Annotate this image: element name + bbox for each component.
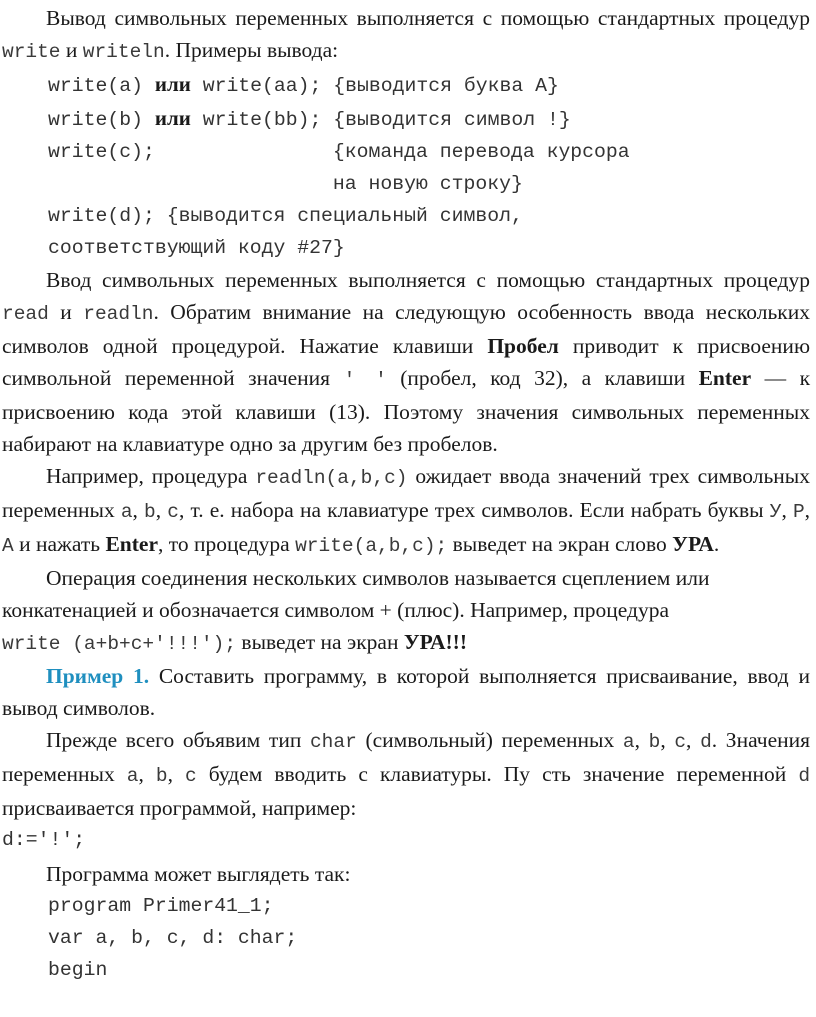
paragraph-concatenation — [2, 562, 810, 660]
text: (пробел, код 32), а клавиши — [386, 366, 699, 390]
code-line-2 — [48, 102, 810, 136]
text: и нажать — [13, 532, 106, 556]
word-ura-excl: УРА!!! — [403, 630, 467, 654]
example-label: Пример 1. — [46, 664, 150, 688]
program-line: begin — [48, 959, 108, 981]
text: Операция соединения нескольких символов называется сцеплением или конкатенацией и обозначается символом + (плюс). Например, процедура — [2, 566, 710, 622]
text: . Обратим внимание на следующую особенность ввода нескольких символов одной процедурой. Нажатие клавиши — [2, 300, 810, 358]
word-ura: УРА — [672, 532, 714, 556]
key-space: Пробел — [487, 334, 559, 358]
code: Р — [792, 501, 805, 523]
code: b — [144, 501, 156, 523]
code-line-3: write(c); {команда перевода курсора — [48, 141, 630, 163]
text: присваивается программой, например: — [2, 796, 357, 820]
code: write(a,b,c); — [295, 535, 448, 557]
text: . Примеры вывода: — [164, 38, 339, 62]
paragraph-example-readln: Например, процедура readln(a,b,c) ожидает ввода значений трех символьных переменных a, b, c, т. е. набора на клавиатуре трех символов. Если набрать буквы У, Р, А и нажать Enter, то процедура write(a,b,c); выведет на экран слово УРА. — [2, 464, 811, 557]
text: , то процедура — [157, 532, 296, 556]
code-line-4: на новую строку} — [48, 173, 523, 195]
output-examples — [2, 68, 810, 264]
text: будем вводить с клавиатуры. Пу сть значение переменной — [196, 762, 799, 786]
key-enter: Enter — [698, 366, 752, 390]
paragraph-output-intro — [2, 2, 810, 68]
paragraph-example-1 — [2, 660, 810, 724]
text: Ввод символьных переменных выполняется с помощью стандартных процедур — [46, 268, 810, 292]
text: и — [60, 38, 83, 62]
code: write(aa); {выводится буква А} — [190, 75, 559, 97]
text: выведет на экран — [236, 630, 404, 654]
code-line-1 — [48, 68, 810, 102]
keyword-or: или — [154, 72, 191, 96]
code: У — [769, 501, 782, 523]
text: . Значения переменных — [2, 728, 811, 786]
code-writeln: writeln — [82, 41, 165, 63]
text: Прежде всего объявим тип — [46, 728, 310, 752]
code: write(b) — [48, 109, 155, 131]
code-assignment: d:='!'; — [2, 829, 86, 851]
program-line: var a, b, c, d: char; — [48, 927, 298, 949]
code: А — [2, 535, 14, 557]
code: a — [120, 501, 133, 523]
text: — к присвоению кода этой клавиши (13). Поэтому значения символьных переменных набирают на клавиатуре одно за другим без пробелов. — [2, 366, 811, 456]
key-enter: Enter — [105, 532, 158, 556]
text: , т. е. набора на клавиатуре трех символов. Если набрать буквы — [178, 498, 770, 522]
code-space-char: ' ' — [343, 369, 387, 391]
code: write (a+b+c+'!!!'); — [2, 633, 237, 655]
code-line-5: write(d); {выводится специальный символ, — [48, 205, 523, 227]
code-readln: readln — [83, 303, 154, 325]
text: выведет на экран слово — [447, 532, 673, 556]
text: ожидает ввода значений трех символьных переменных — [2, 464, 810, 522]
paragraph-program-intro: Программа может выглядеть так: — [46, 862, 351, 886]
paragraph-input — [2, 264, 810, 460]
keyword-or: или — [154, 106, 191, 130]
program-listing — [2, 890, 810, 986]
paragraph-declaration: Прежде всего объявим тип char (символьный) переменных a, b, c, d. Значения переменных a, b, c будем вводить с клавиатуры. Пу сть значение переменной d присваивается программой, например: — [2, 728, 811, 820]
text: Вывод символьных переменных выполняется с помощью стандартных процедур — [46, 6, 810, 30]
code-line-6: соответствующий коду #27} — [48, 237, 345, 259]
code-write: write — [2, 41, 61, 63]
code: c — [167, 501, 179, 523]
text: (символьный) переменных — [356, 728, 623, 752]
code: write(a) — [48, 75, 155, 97]
text: приводит к присвоению символьной переменной значения — [2, 334, 811, 390]
code: readln(a,b,c) — [255, 467, 408, 489]
code-char: char — [309, 731, 357, 753]
text: Составить программу, в которой выполняется присваивание, ввод и вывод символов. — [2, 664, 810, 720]
text: Например, процедура — [46, 464, 256, 488]
program-line: program Primer41_1; — [48, 895, 274, 917]
code: write(bb); {выводится символ !} — [190, 109, 571, 131]
text: и — [48, 300, 84, 324]
code-read: read — [2, 303, 49, 325]
